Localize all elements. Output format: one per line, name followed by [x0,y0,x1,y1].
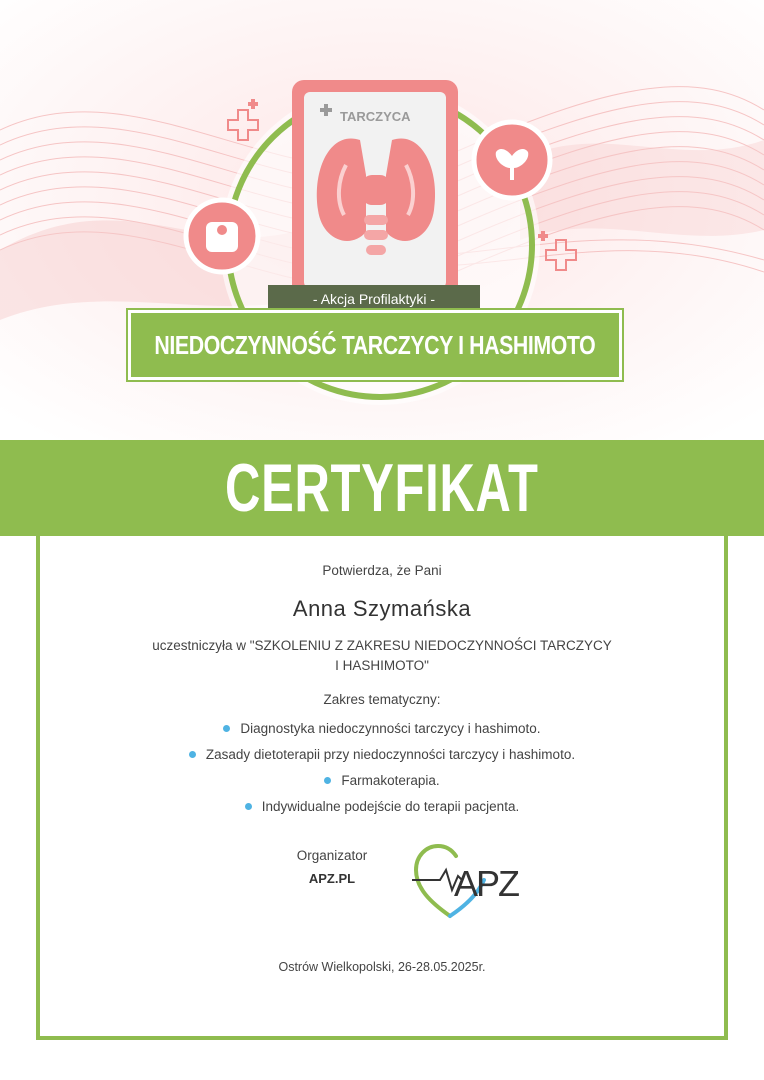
certificate-title-bar [0,440,764,536]
participation-line-2: I HASHIMOTO" [335,658,429,673]
bullet-icon [223,725,230,732]
list-item: Zasady dietoterapii przy niedoczynności tarczycy i hashimoto. [60,742,704,768]
header-illustration [0,0,764,440]
certificate-title: CERTYFIKAT [225,450,539,526]
place-date: Ostrów Wielkopolski, 26-28.05.2025r. [278,960,486,974]
participation-line-1: uczestniczyła w "SZKOLENIU Z ZAKRESU NIEDOCZYNNOŚCI TARCZYCY [152,638,612,653]
organizer-label: Organizator [296,848,368,863]
bullet-icon [189,751,196,758]
logo-text: APZ [454,863,519,904]
thyroid-tag-text: TARCZYCA [340,109,411,124]
bullet-icon [324,777,331,784]
topic-list [60,716,704,820]
akcja-label: - Akcja Profilaktyki - [268,285,480,312]
list-item: Farmakoterapia. [60,768,704,794]
bullet-icon [245,803,252,810]
apz-logo-icon [410,840,520,922]
confirm-text: Potwierdza, że Pani [322,563,442,578]
organizer-block [280,848,384,886]
topic-banner [128,310,622,380]
organizer-name: APZ.PL [308,871,356,886]
recipient-name: Anna Szymańska [292,596,472,621]
scope-label: Zakres tematyczny: [323,692,441,707]
topic-banner-text: NIEDOCZYNNOŚĆ TARCZYCY I HASHIMOTO [154,329,596,360]
list-item: Indywidualne podejście do terapii pacjenta. [60,794,704,820]
list-item: Diagnostyka niedoczynności tarczycy i hashimoto. [60,716,704,742]
